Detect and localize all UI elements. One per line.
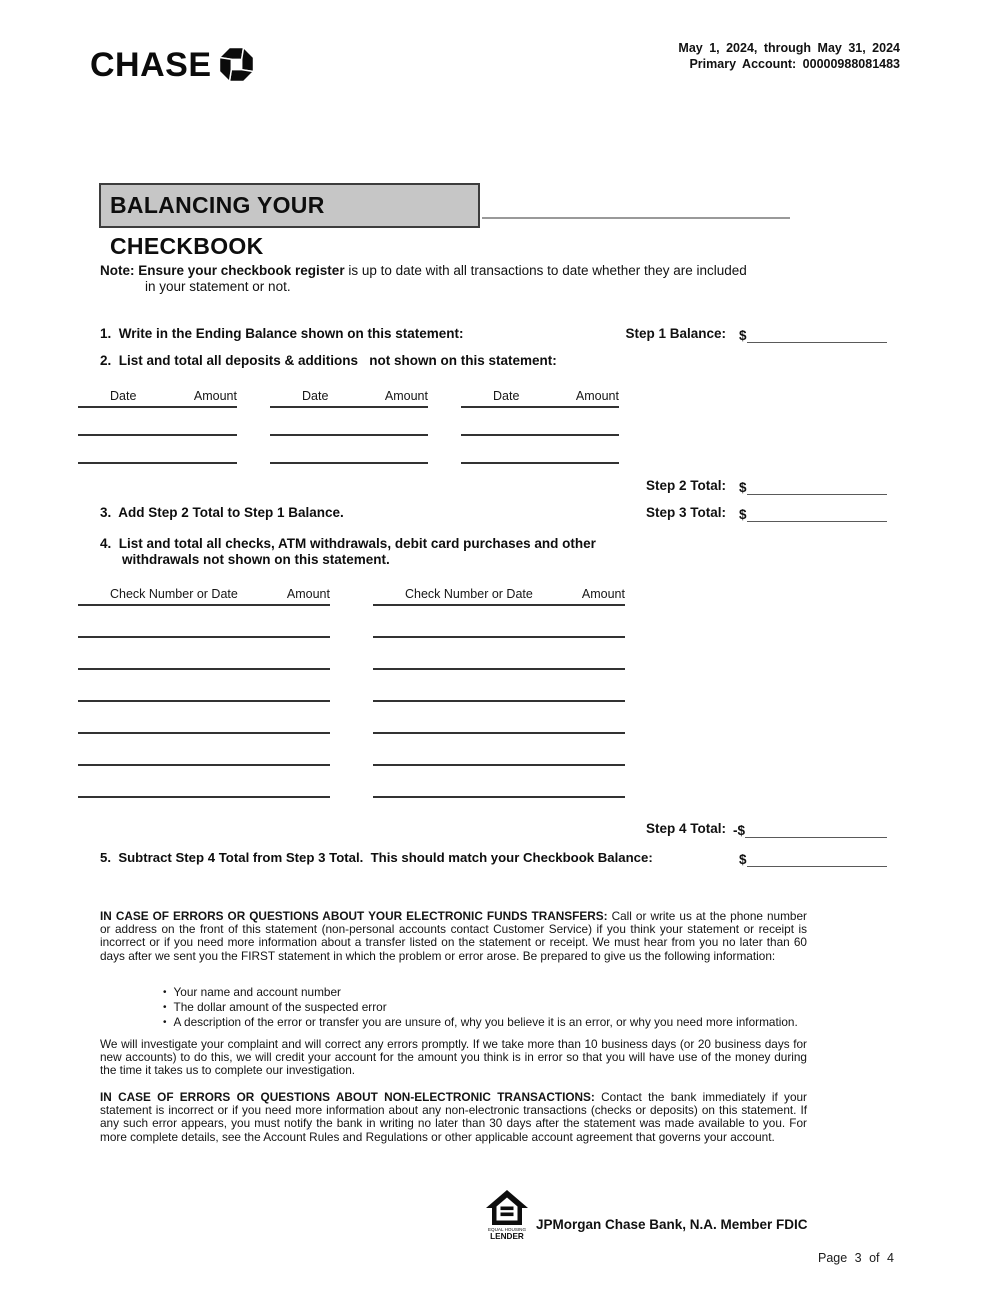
equal-housing-lender-badge	[483, 1189, 531, 1248]
step4-total-field	[733, 821, 887, 838]
page-number: Page 3 of 4	[818, 1251, 894, 1265]
column-header-label: Check Number or Date	[110, 587, 238, 601]
blank-write-in-line	[373, 796, 625, 798]
checks-table-group	[373, 587, 625, 798]
currency-sign: -$	[733, 823, 746, 838]
column-header-label: Amount	[384, 389, 428, 403]
step1-label: 1. Write in the Ending Balance shown on this statement:	[100, 326, 464, 341]
currency-sign: $	[739, 852, 747, 867]
title-rule	[482, 217, 790, 219]
blank-write-in-line	[461, 462, 619, 464]
fine-print-text: Call or write us at the phone number or address on the front of this statement (non-personal accounts contact Customer Service) if you think your statement or receipt is incorrect or if you need more information about a transfer listed on the statement or receipt. We must hear from you no later than 60 days after we sent you the FIRST statement in which the problem or error arose. Be prepared to give us the following information:	[100, 909, 807, 963]
member-fdic-line: JPMorgan Chase Bank, N.A. Member FDIC	[536, 1217, 808, 1232]
blank-write-in-line	[78, 732, 330, 734]
column-header-label: Amount	[193, 389, 237, 403]
column-header-label: Date	[493, 389, 520, 403]
lender-text-small: EQUAL HOUSING	[487, 1227, 527, 1232]
equal-housing-lender-icon	[483, 1189, 531, 1243]
currency-sign: $	[739, 480, 747, 495]
blank-write-in-line	[78, 636, 330, 638]
column-headers	[78, 389, 237, 408]
chase-octagon-icon	[218, 46, 255, 83]
non-electronic-errors-paragraph	[100, 1091, 807, 1144]
list-item	[163, 986, 807, 1001]
blank-write-in-line	[78, 462, 237, 464]
currency-sign: $	[739, 507, 747, 522]
blank-write-in-line	[78, 796, 330, 798]
blank-write-in-line	[747, 852, 887, 867]
blank-write-in-line	[78, 434, 237, 436]
blank-write-in-line	[747, 507, 887, 522]
chase-logo	[90, 46, 255, 83]
step3-total-label: Step 3 Total:	[645, 505, 726, 520]
electronic-funds-errors-paragraph	[100, 910, 807, 963]
step1-balance-field	[739, 326, 887, 343]
blank-write-in-line	[373, 636, 625, 638]
column-headers	[270, 389, 428, 408]
column-header-label: Amount	[286, 587, 330, 601]
blank-write-in-line	[373, 700, 625, 702]
currency-sign: $	[739, 328, 747, 343]
step2-total-field	[739, 478, 887, 495]
list-item-text: The dollar amount of the suspected error	[173, 999, 387, 1014]
blank-write-in-line	[747, 328, 887, 343]
fine-print-text: Contact the bank immediately if your statement is incorrect or if you need more information about any non-electronic transactions (checks or deposits) on this statement. If any such error appears, you must notify the bank in writing no later than 30 days after the statement was made available to you. For more complete details, see the Account Rules and Regulations or other applicable account agreement that governs your account.	[100, 1090, 807, 1144]
step2-label: 2. List and total all deposits & additions not shown on this statement:	[100, 353, 557, 368]
primary-account: Primary Account: 00000988081483	[689, 57, 900, 71]
step5-label: 5. Subtract Step 4 Total from Step 3 Total. This should match your Checkbook Balance:	[100, 850, 653, 865]
step5-result-field	[739, 850, 887, 867]
note-rest: is up to date with all transactions to date whether they are included	[344, 263, 747, 278]
investigation-paragraph: We will investigate your complaint and will correct any errors promptly. If we take more than 10 business days (or 20 business days for new accounts) to do this, we will credit your account for the amount you think is in error so that you will have use of the money during the time it takes us to complete our investigation.	[100, 1037, 807, 1078]
step3-label: 3. Add Step 2 Total to Step 1 Balance.	[100, 505, 344, 520]
deposits-table-group	[270, 389, 428, 464]
column-header-label: Date	[302, 389, 329, 403]
step1-balance-label: Step 1 Balance:	[625, 326, 726, 341]
blank-write-in-line	[373, 764, 625, 766]
chase-wordmark: CHASE	[90, 45, 212, 84]
fine-print-lead: IN CASE OF ERRORS OR QUESTIONS ABOUT YOUR ELECTRONIC FUNDS TRANSFERS:	[100, 909, 608, 923]
column-headers	[373, 587, 625, 606]
note-lead: Note: Ensure your checkbook register	[100, 263, 345, 278]
list-item	[163, 1016, 807, 1031]
section-title: BALANCING YOUR CHECKBOOK	[99, 183, 480, 228]
step4-label-line2: withdrawals not shown on this statement.	[122, 552, 390, 567]
checks-table-group	[78, 587, 330, 798]
step4-total-label: Step 4 Total:	[645, 821, 726, 836]
column-headers	[461, 389, 619, 408]
step4-label-line1: 4. List and total all checks, ATM withdrawals, debit card purchases and other	[100, 536, 596, 551]
list-item	[163, 1001, 807, 1016]
blank-write-in-line	[373, 732, 625, 734]
step2-total-label: Step 2 Total:	[645, 478, 726, 493]
note-line2: in your statement or not.	[145, 279, 291, 294]
column-header-label: Amount	[581, 587, 625, 601]
list-item-text: A description of the error or transfer you are unsure of, why you believe it is an error, or why you need more information.	[173, 1014, 798, 1029]
note-paragraph	[100, 263, 840, 295]
deposits-table-group	[78, 389, 237, 464]
required-information-list	[163, 986, 807, 1030]
blank-write-in-line	[78, 700, 330, 702]
blank-write-in-line	[78, 668, 330, 670]
column-header-label: Date	[110, 389, 137, 403]
column-header-label: Amount	[575, 389, 619, 403]
deposits-table-group	[461, 389, 619, 464]
checks-withdrawals-table	[78, 587, 625, 798]
blank-write-in-line	[270, 434, 428, 436]
blank-write-in-line	[747, 480, 887, 495]
step3-total-field	[739, 505, 887, 522]
blank-write-in-line	[373, 668, 625, 670]
statement-period: May 1, 2024, through May 31, 2024	[678, 41, 900, 55]
blank-write-in-line	[78, 764, 330, 766]
blank-write-in-line	[745, 823, 887, 838]
column-headers	[78, 587, 330, 606]
statement-header-info	[678, 40, 900, 72]
lender-text-large: LENDER	[490, 1232, 524, 1241]
column-header-label: Check Number or Date	[405, 587, 533, 601]
deposits-additions-table	[78, 389, 619, 464]
blank-write-in-line	[270, 462, 428, 464]
blank-write-in-line	[461, 434, 619, 436]
list-item-text: Your name and account number	[173, 985, 341, 999]
fine-print-lead: IN CASE OF ERRORS OR QUESTIONS ABOUT NON-ELECTRONIC TRANSACTIONS:	[100, 1090, 595, 1104]
